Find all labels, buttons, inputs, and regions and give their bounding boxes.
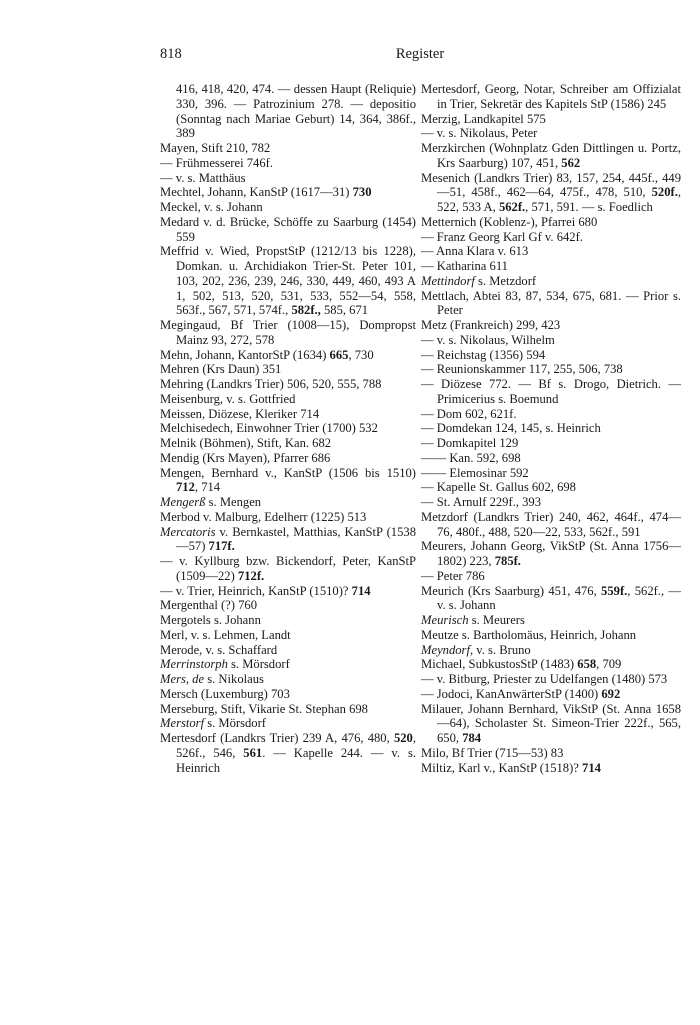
index-entry: — Peter 786	[421, 568, 485, 583]
index-entry: Meurisch s. Meurers	[421, 613, 525, 627]
index-entry: Milo, Bf Trier (715—53) 83	[421, 745, 564, 760]
index-entry: Mengen, Bernhard v., KanStP (1506 bis 1510) 712, 714	[160, 465, 416, 495]
index-entry: — Kapelle St. Gallus 602, 698	[421, 480, 576, 495]
index-entry: — v. Trier, Heinrich, KanStP (1510)? 714	[160, 583, 371, 598]
index-entry: 416, 418, 420, 474. — dessen Haupt (Reliquie) 330, 396. — Patrozinium 278. — depositio (Sonntag nach Mariae Geburt) 14, 364, 386f., 389	[176, 82, 416, 141]
index-entry: — v. Bitburg, Priester zu Udelfangen (1480) 573	[421, 672, 668, 686]
index-entry: — v. Kyllburg bzw. Bickendorf, Peter, KanStP (1509—22) 712f.	[160, 554, 416, 583]
index-entry: Meisenburg, v. s. Gottfried	[160, 391, 296, 406]
index-entry: Mehren (Krs Daun) 351	[160, 362, 282, 377]
index-entry: Mertesdorf, Georg, Notar, Schreiber am Offizialat in Trier, Sekretär des Kapitels StP (1586) 245	[421, 82, 681, 111]
index-entry: — v. s. Nikolaus, Wilhelm	[421, 332, 555, 347]
index-entry: Mergenthal (?) 760	[160, 598, 257, 613]
index-entry: Mechtel, Johann, KanStP (1617—31) 730	[160, 185, 372, 200]
index-entry: —— Elemosinar 592	[421, 465, 529, 480]
index-entry: Mengerß s. Mengen	[160, 495, 262, 509]
index-entry: Merstorf s. Mörsdorf	[160, 716, 266, 731]
index-entry: Meissen, Diözese, Kleriker 714	[160, 406, 320, 421]
index-entry: Merseburg, Stift, Vikarie St. Stephan 698	[160, 701, 368, 716]
index-entry: Melchisedech, Einwohner Trier (1700) 532	[160, 421, 378, 436]
index-entry: — Jodoci, KanAnwärterStP (1400) 692	[421, 686, 621, 701]
index-entry: Meurers, Johann Georg, VikStP (St. Anna 1756—1802) 223, 785f.	[421, 539, 681, 568]
index-entry: — Domkapitel 129	[421, 436, 519, 450]
index-entry: — Domdekan 124, 145, s. Heinrich	[421, 421, 601, 436]
index-entry: Medard v. d. Brücke, Schöffe zu Saarburg (1454) 559	[160, 214, 416, 244]
index-entry: — Franz Georg Karl Gf v. 642f.	[421, 229, 583, 244]
index-entry: — v. s. Nikolaus, Peter	[421, 126, 538, 141]
index-entry: — v. s. Matthäus	[160, 170, 246, 185]
index-entry: Mettindorf s. Metzdorf	[421, 273, 537, 288]
index-entry: Mersch (Luxemburg) 703	[160, 686, 290, 701]
index-entry: Mettlach, Abtei 83, 87, 534, 675, 681. — Prior s. Peter	[421, 288, 681, 318]
index-entry: — Reichstag (1356) 594	[421, 347, 546, 362]
index-entry: — Katharina 611	[421, 259, 508, 273]
index-entry: Mendig (Krs Mayen), Pfarrer 686	[160, 450, 331, 465]
index-entry: Mehn, Johann, KantorStP (1634) 665, 730	[160, 347, 374, 362]
index-entry: Mers, de s. Nikolaus	[160, 672, 264, 686]
index-entry: Metz (Frankreich) 299, 423	[421, 318, 561, 332]
index-entry: Michael, SubkustosStP (1483) 658, 709	[421, 657, 622, 672]
index-entry: Merbod v. Malburg, Edelherr (1225) 513	[160, 509, 367, 524]
index-entry: Meyndorf, v. s. Bruno	[421, 642, 531, 657]
index-entry: Meffrid v. Wied, PropstStP (1212/13 bis 1228), Domkan. u. Archidiakon Trier-St. Peter 101, 103, 202, 236, 239, 246, 330, 449, 460, 493 A 1, 502, 513, 520, 531, 533, 552—54, 558, 563f., 567, 571, 574f., 582f., 585, 671	[160, 244, 416, 318]
index-entry: Merzkirchen (Wohnplatz Gden Dittlingen u. Portz, Krs Saarburg) 107, 451, 562	[421, 141, 681, 170]
index-entry: —— Kan. 592, 698	[421, 450, 521, 465]
index-entry: Mertesdorf (Landkrs Trier) 239 A, 476, 480, 520, 526f., 546, 561. — Kapelle 244. — v. s. Heinrich	[160, 731, 416, 775]
index-entry: Mehring (Landkrs Trier) 506, 520, 555, 788	[160, 377, 382, 391]
page-number: 818	[160, 46, 182, 62]
index-entry: Megingaud, Bf Trier (1008—15), Dompropst Mainz 93, 272, 578	[160, 318, 416, 347]
index-entry: Mesenich (Landkrs Trier) 83, 157, 254, 445f., 449—51, 458f., 462—64, 475f., 478, 510, 520f., 522, 533 A, 562f., 571, 591. — s. Foedlich	[421, 170, 681, 214]
index-entry: — Frühmesserei 746f.	[160, 155, 273, 170]
index-entry: Mercatoris v. Bernkastel, Matthias, KanStP (1538—57) 717f.	[160, 524, 416, 554]
index-entry: Metternich (Koblenz-), Pfarrei 680	[421, 214, 598, 229]
index-entry: Merrinstorph s. Mörsdorf	[160, 657, 290, 672]
index-entry: Miltiz, Karl v., KanStP (1518)? 714	[421, 760, 601, 775]
index-entry: Meurich (Krs Saarburg) 451, 476, 559f., 562f., — v. s. Johann	[421, 583, 682, 613]
running-title: Register	[395, 46, 445, 62]
index-entry: Meckel, v. s. Johann	[160, 200, 263, 214]
index-entry: Milauer, Johann Bernhard, VikStP (St. Anna 1658—64), Scholaster St. Simeon-Trier 222f., 565, 650, 784	[421, 701, 681, 745]
index-entry: Mergotels s. Johann	[160, 613, 261, 627]
index-column-left	[160, 82, 416, 775]
index-entry: — Anna Klara v. 613	[421, 244, 529, 259]
index-entry: Merl, v. s. Lehmen, Landt	[160, 627, 291, 642]
index-entry: — Reunionskammer 117, 255, 506, 738	[421, 362, 623, 377]
page-header	[160, 46, 680, 66]
index-entry: — Diözese 772. — Bf s. Drogo, Dietrich. — Primicerius s. Boemund	[421, 377, 681, 406]
index-entry: Melnik (Böhmen), Stift, Kan. 682	[160, 436, 332, 450]
index-entry: Merode, v. s. Schaffard	[160, 642, 278, 657]
index-entry: Mayen, Stift 210, 782	[160, 141, 271, 155]
index-entry: Meutze s. Bartholomäus, Heinrich, Johann	[421, 627, 637, 642]
index-entry: — Dom 602, 621f.	[421, 406, 517, 421]
index-entry: Metzdorf (Landkrs Trier) 240, 462, 464f., 474—76, 480f., 488, 520—22, 533, 562f., 591	[421, 509, 681, 539]
index-entry: — St. Arnulf 229f., 393	[421, 495, 541, 509]
index-entry: Merzig, Landkapitel 575	[421, 111, 546, 126]
index-column-right	[421, 82, 681, 775]
